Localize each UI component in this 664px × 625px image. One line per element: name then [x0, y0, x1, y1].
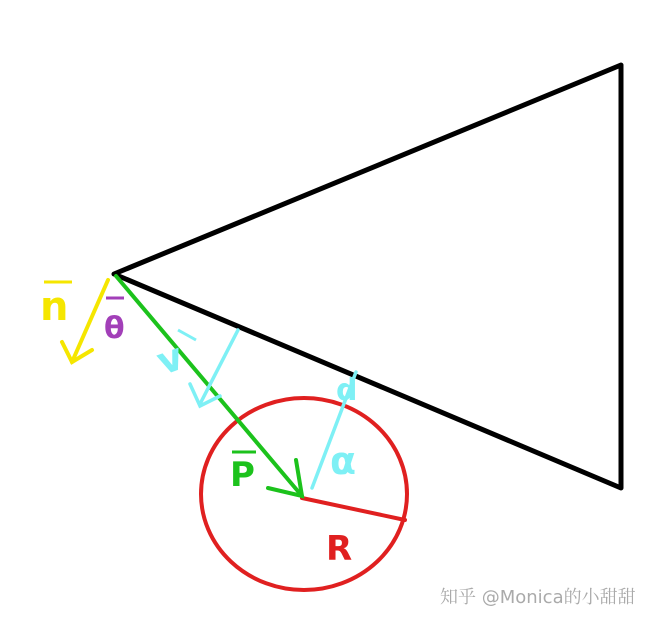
r-label: R	[326, 529, 353, 569]
n-vector-label: n	[40, 284, 69, 330]
normal-vector	[62, 280, 108, 362]
alpha-label: α	[330, 439, 357, 483]
watermark: 知乎 @Monica的小甜甜	[440, 587, 636, 608]
cone-triangle	[114, 65, 621, 488]
d-label: d	[336, 373, 358, 408]
v-vector-arrow-bar	[178, 330, 196, 340]
theta-label: θ	[104, 311, 125, 346]
p-vector-label: P	[230, 455, 255, 495]
v-vector-label: v	[150, 334, 190, 384]
radius-line	[302, 498, 405, 520]
